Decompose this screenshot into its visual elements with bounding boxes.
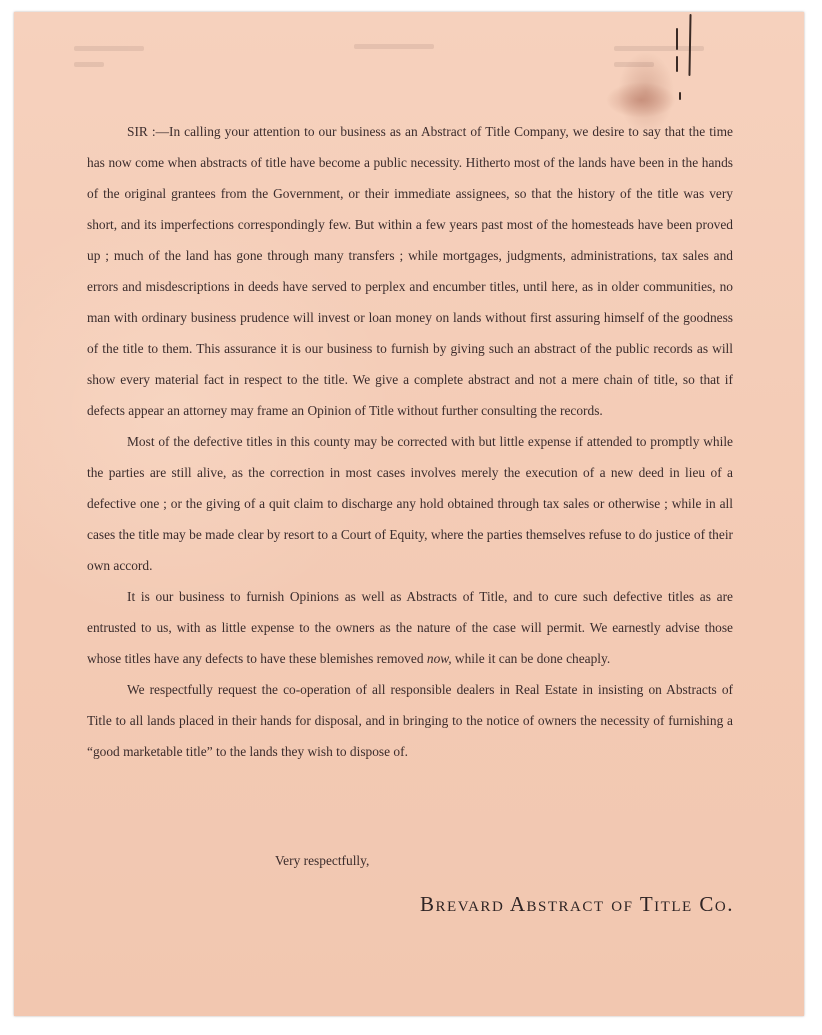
paragraph-4-text: We respectfully request the co-operation of all responsible dealers in Real Estate in insisting on Abstracts of Title to all lands placed in their hands for disposal, and in bringing to the notice of owners the necessity of furnishing a “good marketable title” to the lands they wish to dispose of. <box>87 682 733 759</box>
paragraph-2 <box>87 426 733 581</box>
salutation: SIR :— <box>127 124 169 139</box>
letter-body <box>87 116 733 767</box>
paragraph-1 <box>87 116 733 426</box>
paragraph-3-emphasis: now, <box>426 651 452 666</box>
faint-letterhead-bleed <box>54 40 774 80</box>
paragraph-3-text-start: It is our business to furnish Opinions as well as Abstracts of Title, and to cure such defective titles as are entrusted to us, with as little expense to the owners as the nature of the case will permit. We earnestly advise those whose titles have any defects to have these blemishes removed <box>87 589 733 666</box>
paragraph-3-text-end: while it can be done cheaply. <box>451 651 611 666</box>
paragraph-3 <box>87 581 733 674</box>
pencil-mark <box>676 28 678 50</box>
closing-line: Very respectfully, <box>275 853 370 868</box>
letter-sheet <box>14 12 804 1016</box>
company-signature: Brevard Abstract of Title Co. <box>420 892 734 916</box>
pencil-mark <box>676 56 678 72</box>
paragraph-2-text: Most of the defective titles in this county may be corrected with but little expense if attended to promptly while the parties are still alive, as the correction in most cases involves merely the execution of a new deed in lieu of a defective one ; or the giving of a quit claim to discharge any hold obtained through tax sales or otherwise ; while in all cases the title may be made clear by resort to a Court of Equity, where the parties themselves refuse to do justice of their own accord. <box>87 434 733 573</box>
pencil-mark <box>679 92 681 100</box>
paper-stain <box>606 82 676 118</box>
paragraph-4 <box>87 674 733 767</box>
paragraph-1-text: In calling your attention to our business as an Abstract of Title Company, we desire to say that the time has now come when abstracts of title have become a public necessity. Hitherto most of the lands have been in the hands of the original grantees from the Government, or their immediate assignees, so that the history of the title was very short, and its imperfections correspondingly few. But within a few years past most of the homesteads have been proved up ; much of the land has gone through many transfers ; while mortgages, judgments, administrations, tax sales and errors and misdescriptions in deeds have served to perplex and encumber titles, until here, as in older communities, no man with ordinary business prudence will invest or loan money on lands without first assuring himself of the goodness of the title to them. This assurance it is our business to furnish by giving such an abstract of the public records as will show every material fact in respect to the title. We give a complete abstract and not a mere chain of title, so that if defects appear an attorney may frame an Opinion of Title without further consulting the records. <box>87 124 734 418</box>
